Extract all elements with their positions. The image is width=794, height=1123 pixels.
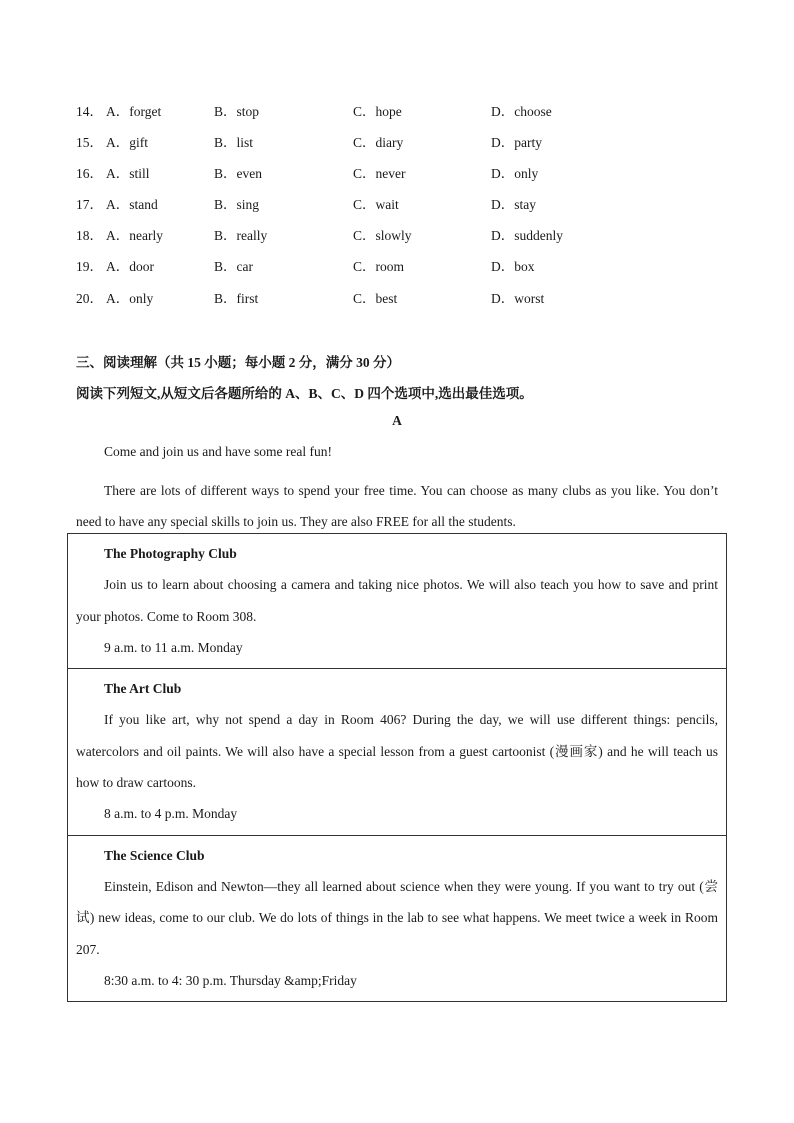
question-number: 15． [76,135,103,151]
question-row-14 [76,101,736,132]
question-number: 20． [76,290,103,306]
option-b: B．first [214,290,259,306]
club-photography [68,534,726,669]
option-d: D．only [491,166,539,182]
section-instructions: 阅读下列短文,从短文后各题所给的 A、B、C、D 四个选项中,选出最佳选项。 [76,386,533,401]
answer-options [76,101,736,319]
option-c: C．hope [353,104,402,119]
option-d: D．worst [491,290,545,306]
question-row-17 [76,194,736,225]
question-number: 14． [76,104,103,119]
option-d: D．stay [491,197,536,213]
option-b: B．list [214,135,254,151]
option-a: A．door [106,259,154,275]
option-b: B．stop [214,104,260,119]
option-c: C．never [353,166,406,182]
option-a: A．stand [106,197,158,213]
option-d: D．party [491,135,542,151]
option-b: B．car [214,259,253,275]
option-c: C．slowly [353,228,412,244]
passage-intro-paragraph: There are lots of different ways to spend your free time. You can choose as many clubs as you like. You don’t need to have any special skills to join us. They are also FREE for all the students. [76,483,718,529]
club-description: Einstein, Edison and Newton—they all learned about science when they were young. If you want to try out (尝试) new ideas, come to our club. We do lots of things in the lab to see what happens. We meet twice a week in Room 207. [76,878,718,957]
question-number: 19． [76,259,103,275]
passage-label: A [392,413,402,428]
option-a: A．nearly [106,228,163,244]
option-b: B．really [214,228,268,244]
question-row-16 [76,163,736,194]
option-a: A．gift [106,135,148,151]
option-b: B．even [214,166,262,182]
club-art [68,669,726,835]
club-time: 9 a.m. to 11 a.m. Monday [104,639,243,655]
question-row-20 [76,288,736,319]
club-science [68,836,726,1001]
option-a: A．still [106,166,150,182]
option-c: C．best [353,290,398,306]
clubs-table [67,533,727,1002]
question-row-18 [76,225,736,256]
section-title: 三、阅读理解（共 15 小题；每小题 2 分，满分 30 分） [76,355,400,370]
club-description: If you like art, why not spend a day in Room 406? During the day, we will use different things: pencils, watercolors and oil paints. We will also have a special lesson from a guest cartoonist (漫画家) and he will teach us how to draw cartoons. [76,712,718,791]
option-c: C．wait [353,197,399,213]
passage-intro-line: Come and join us and have some real fun! [104,444,332,459]
question-number: 17． [76,197,103,213]
option-c: C．diary [353,135,404,151]
option-a: A．forget [106,104,162,119]
option-d: D．choose [491,104,552,119]
option-d: D．suddenly [491,228,563,244]
question-number: 18． [76,228,103,244]
club-name: The Art Club [104,681,182,697]
option-d: D．box [491,259,535,275]
question-row-15 [76,132,736,163]
question-number: 16． [76,166,103,182]
club-time: 8:30 a.m. to 4: 30 p.m. Thursday &amp;Friday [104,972,357,988]
club-time: 8 a.m. to 4 p.m. Monday [104,806,238,822]
club-name: The Photography Club [104,546,237,561]
option-a: A．only [106,290,154,306]
option-c: C．room [353,259,405,275]
option-b: B．sing [214,197,260,213]
club-description: Join us to learn about choosing a camera and taking nice photos. We will also teach you how to save and print your photos. Come to Room 308. [76,577,718,624]
club-name: The Science Club [104,847,205,863]
question-row-19 [76,256,736,287]
